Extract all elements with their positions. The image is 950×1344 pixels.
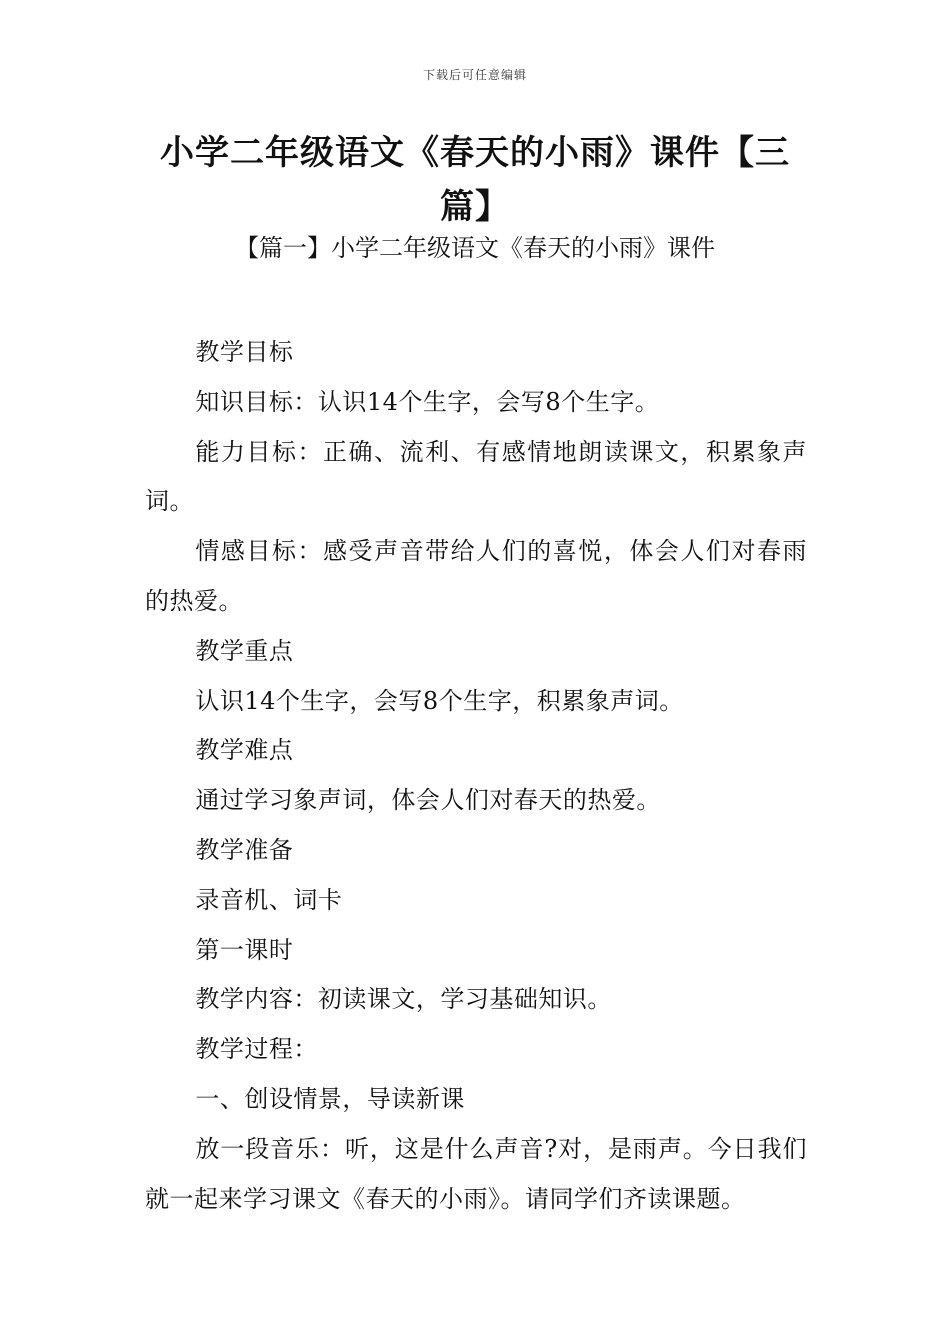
paragraph-lesson-process: 教学过程： bbox=[195, 1035, 318, 1064]
paragraph-preparation-content: 录音机、词卡 bbox=[195, 885, 343, 914]
section-heading: 【篇一】小学二年级语文《春天的小雨》课件 bbox=[235, 234, 715, 262]
paragraph-difficulties-content: 通过学习象声词，体会人们对春天的热爱。 bbox=[195, 786, 661, 815]
paragraph-preparation: 教学准备 bbox=[195, 835, 294, 864]
document-title: 小学二年级语文《春天的小雨》课件【三篇】 bbox=[160, 133, 790, 227]
paragraph-key-points: 教学重点 bbox=[195, 636, 294, 665]
paragraph-step-one: 一、创设情景，导读新课 bbox=[195, 1084, 465, 1113]
header-note: 下载后可任意编辑 bbox=[422, 68, 527, 82]
paragraph-key-points-content: 认识14个生字，会写8个生字，积累象声词。 bbox=[195, 686, 684, 715]
paragraph-emotion-goal: 情感目标：感受声音带给人们的喜悦，体会人们对春雨的热爱。 bbox=[145, 537, 807, 615]
paragraph-difficulties: 教学难点 bbox=[195, 736, 294, 765]
paragraph-first-lesson: 第一课时 bbox=[195, 935, 294, 964]
document-body bbox=[145, 328, 807, 1224]
paragraph-teaching-goals: 教学目标 bbox=[195, 338, 294, 366]
paragraph-lesson-content: 教学内容：初读课文，学习基础知识。 bbox=[195, 985, 612, 1014]
paragraph-ability-goal: 能力目标：正确、流利、有感情地朗读课文，积累象声词。 bbox=[145, 437, 807, 516]
paragraph-step-one-content: 放一段音乐：听，这是什么声音?对，是雨声。今日我们就一起来学习课文《春天的小雨》。请同学们齐读课题。 bbox=[145, 1134, 807, 1213]
paragraph-knowledge-goal: 知识目标：认识14个生字，会写8个生字。 bbox=[195, 387, 660, 416]
